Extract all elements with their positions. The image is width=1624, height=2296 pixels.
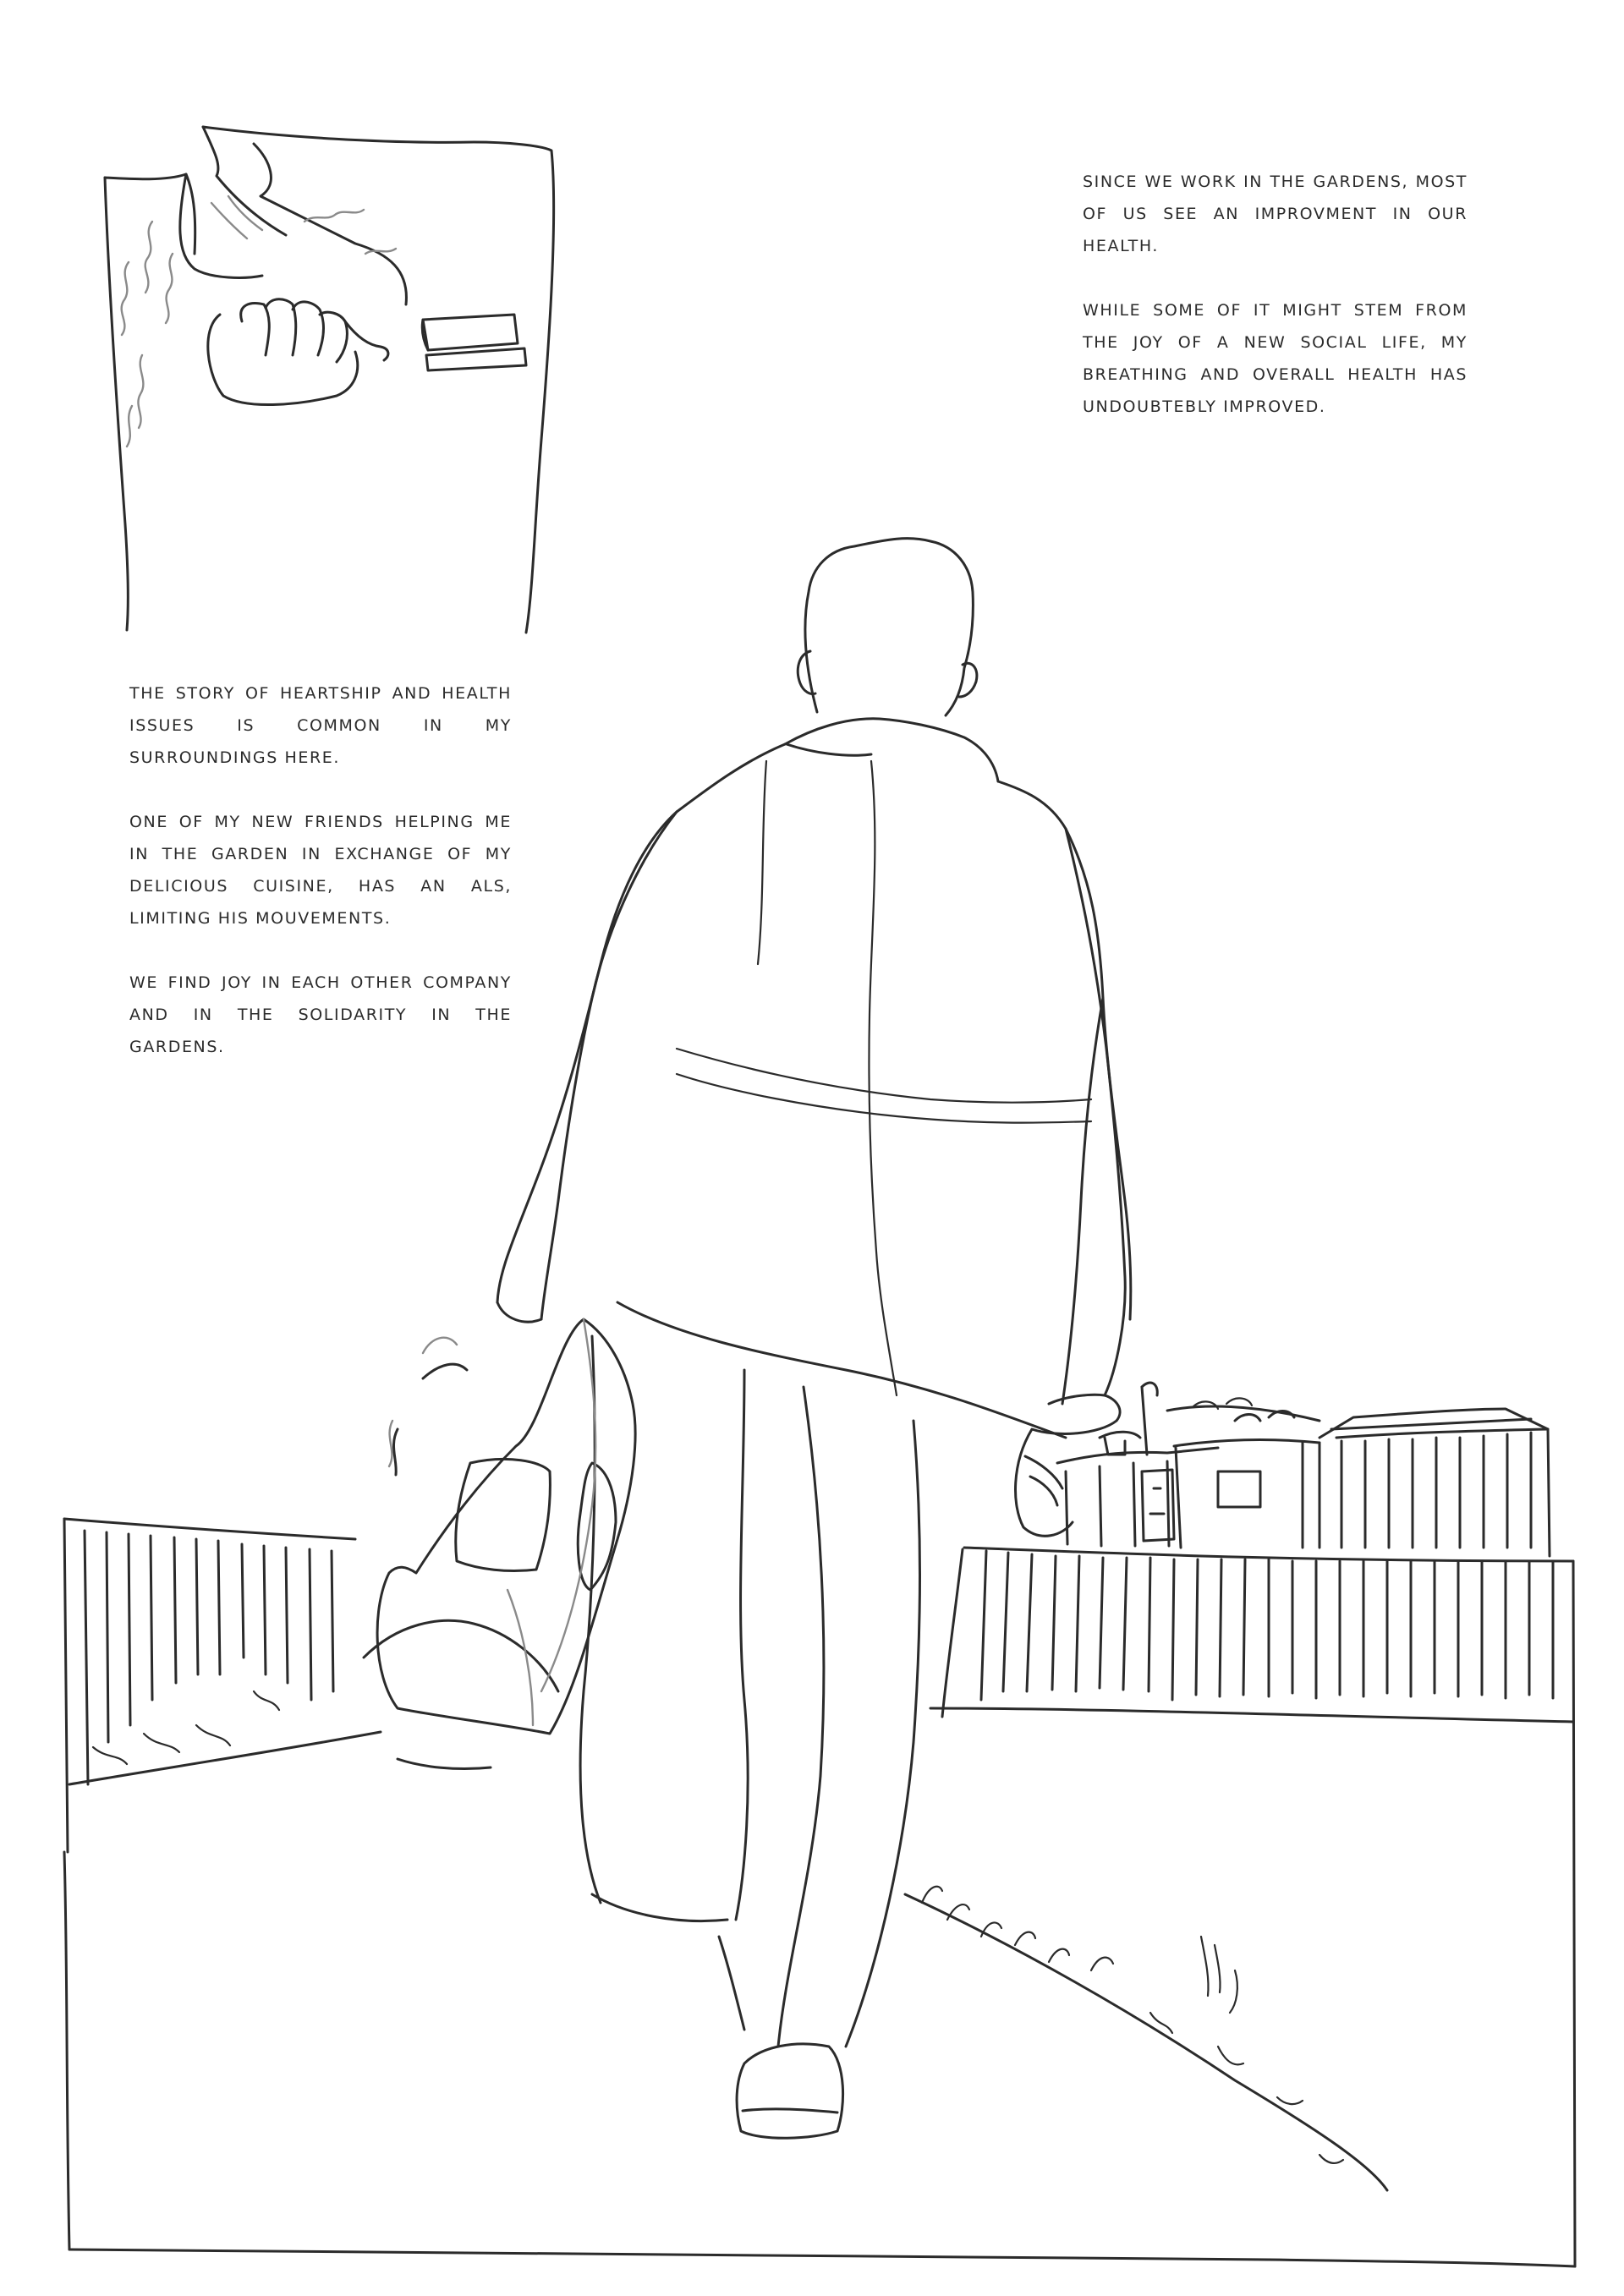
background-sheds — [1057, 1383, 1550, 1556]
caption-paragraph: THE STORY OF HEARTSHIP AND HEALTH ISSUES IS COMMON IN MY SURROUNDINGS HERE. — [129, 684, 512, 767]
man-left-leg — [580, 1336, 601, 1903]
caption-paragraph: WE FIND JOY IN EACH OTHER COMPANY AND IN THE SOLIDARITY IN THE GARDENS. — [129, 973, 512, 1056]
man-head — [805, 539, 973, 715]
walking-man — [497, 539, 1131, 2139]
pill-jar-icon — [423, 315, 518, 350]
caption-left — [129, 677, 512, 1063]
man-shoe — [737, 2044, 843, 2138]
bag-handle-left — [456, 1459, 551, 1570]
panel-frame — [203, 127, 554, 633]
man-right-leg — [778, 1387, 824, 2047]
caption-paragraph: SINCE WE WORK IN THE GARDENS, MOST OF US SEE AN IMPROVMENT IN OUR HEALTH. — [1083, 173, 1468, 255]
fence-right — [930, 1548, 1575, 2266]
hand — [208, 315, 358, 405]
shed-window-icon — [1218, 1471, 1260, 1507]
jacket-collar — [785, 719, 998, 781]
jacket — [497, 744, 785, 1302]
ground — [64, 1852, 1575, 2266]
fence-left — [64, 1519, 381, 1852]
bag-handle-right — [578, 1463, 616, 1590]
pill-jar-panel — [105, 127, 554, 633]
caption-paragraph: ONE OF MY NEW FRIENDS HELPING ME IN THE GARDEN IN EXCHANGE OF MY DELICIOUS CUISINE, HAS AN ALS, LIMITING HIS MOUVEMENTS. — [129, 813, 512, 928]
caption-paragraph: WHILE SOME OF IT MIGHT STEM FROM THE JOY OF A NEW SOCIAL LIFE, MY BREATHING AND OVERALL HEALTH HAS UNDOUBTEBLY IMPROVED. — [1083, 301, 1468, 416]
caption-top-right — [1083, 166, 1468, 423]
